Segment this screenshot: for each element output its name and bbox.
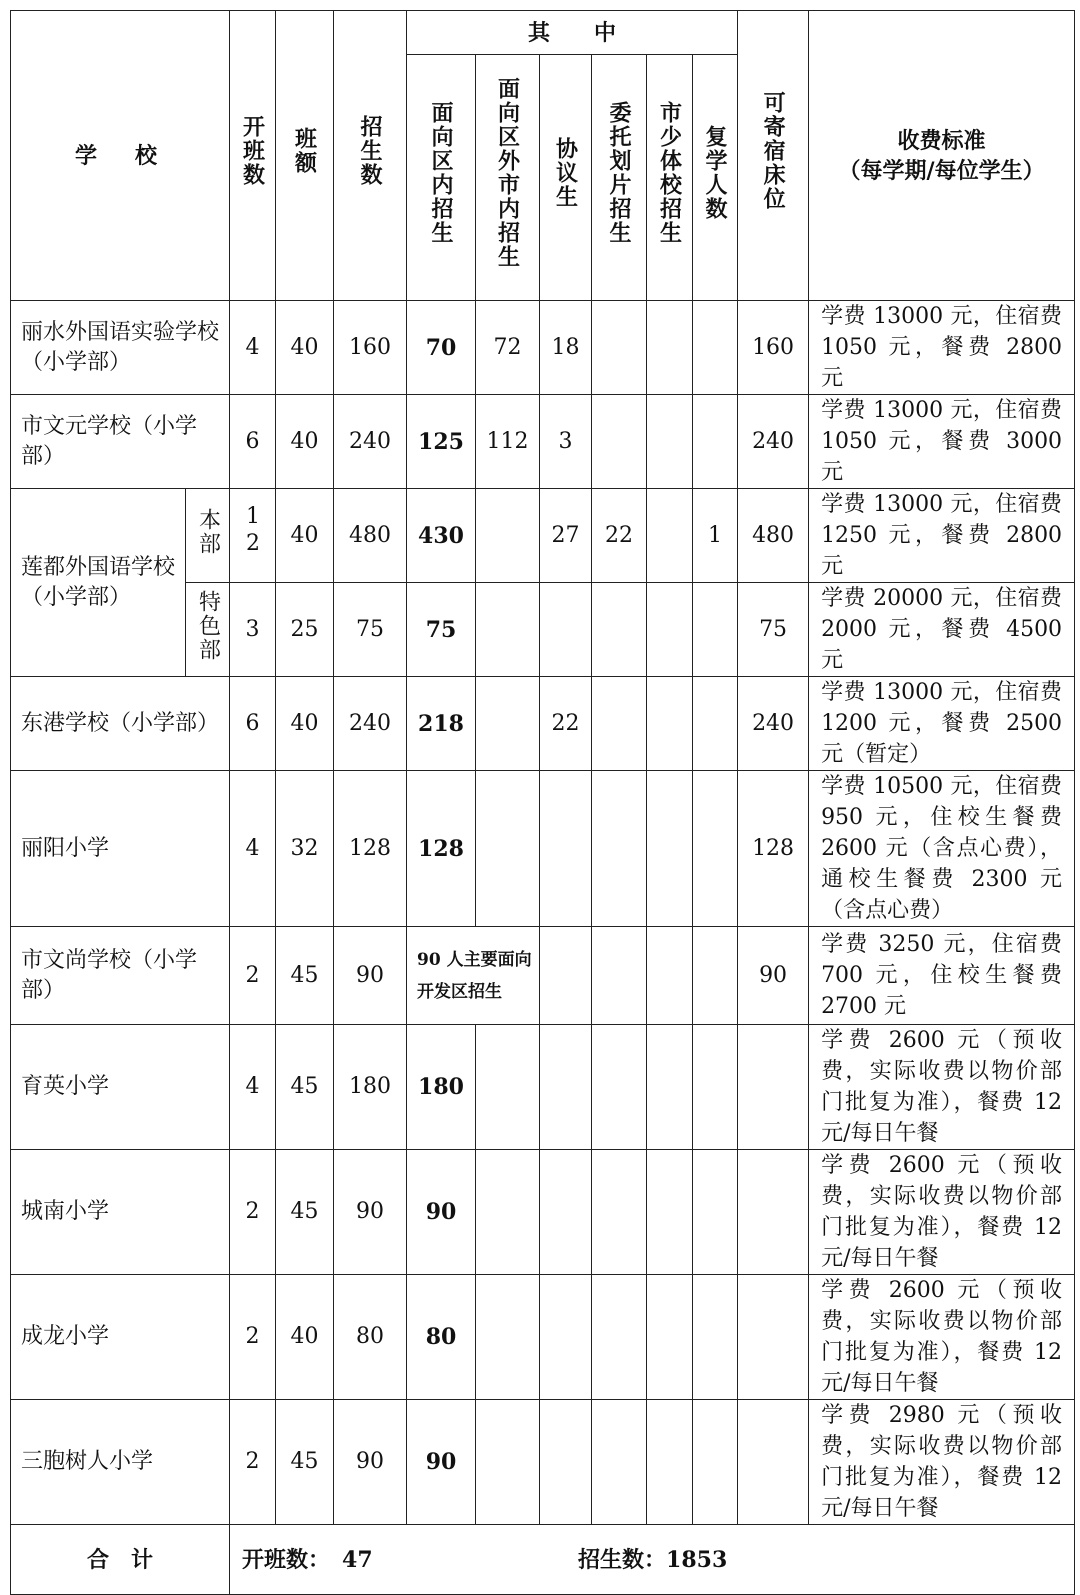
cell-size: 25 bbox=[276, 583, 334, 677]
table-row bbox=[11, 927, 1075, 1025]
table-row bbox=[11, 1275, 1075, 1400]
header-repeat: 复学人数 bbox=[693, 55, 738, 301]
header-beds: 可寄宿床位 bbox=[738, 11, 809, 301]
cell-outside bbox=[476, 1400, 540, 1525]
cell-agreement bbox=[540, 771, 592, 927]
cell-size: 40 bbox=[276, 1275, 334, 1400]
cell-commissioned bbox=[592, 1150, 647, 1275]
cell-agreement bbox=[540, 1400, 592, 1525]
cell-repeat bbox=[693, 771, 738, 927]
table-row bbox=[11, 489, 1075, 583]
cell-repeat bbox=[693, 1025, 738, 1150]
cell-classes: 2 bbox=[230, 1275, 276, 1400]
cell-agreement: 27 bbox=[540, 489, 592, 583]
total-classes-label: 开班数： bbox=[242, 1546, 331, 1573]
header-enrollment: 招生数 bbox=[334, 11, 407, 301]
cell-repeat bbox=[693, 927, 738, 1025]
cell-sports bbox=[647, 927, 693, 1025]
cell-repeat bbox=[693, 301, 738, 395]
cell-classes: 12 bbox=[230, 489, 276, 583]
table-row bbox=[11, 1150, 1075, 1275]
header-fee-sub: （每学期/每位学生） bbox=[838, 157, 1045, 184]
cell-enroll: 240 bbox=[334, 395, 407, 489]
cell-classes: 3 bbox=[230, 583, 276, 677]
cell-classes: 6 bbox=[230, 395, 276, 489]
cell-commissioned bbox=[592, 395, 647, 489]
table-row bbox=[11, 677, 1075, 771]
cell-size: 45 bbox=[276, 927, 334, 1025]
cell-outside bbox=[476, 583, 540, 677]
total-row bbox=[11, 1525, 1075, 1595]
cell-beds: 160 bbox=[738, 301, 809, 395]
cell-agreement: 22 bbox=[540, 677, 592, 771]
cell-agreement bbox=[540, 583, 592, 677]
header-outside: 面向区外市内招生 bbox=[476, 55, 540, 301]
cell-repeat bbox=[693, 1400, 738, 1525]
cell-commissioned bbox=[592, 927, 647, 1025]
cell-agreement bbox=[540, 1275, 592, 1400]
cell-sports bbox=[647, 677, 693, 771]
cell-fee: 学费 3250 元，住宿费700 元，住校生餐费2700 元 bbox=[809, 927, 1075, 1025]
cell-commissioned bbox=[592, 677, 647, 771]
cell-local: 218 bbox=[407, 677, 476, 771]
cell-enroll: 128 bbox=[334, 771, 407, 927]
cell-local: 128 bbox=[407, 771, 476, 927]
cell-repeat bbox=[693, 1150, 738, 1275]
cell-enroll: 90 bbox=[334, 1150, 407, 1275]
cell-classes: 4 bbox=[230, 301, 276, 395]
cell-enroll: 90 bbox=[334, 927, 407, 1025]
cell-local: 125 bbox=[407, 395, 476, 489]
cell-outside bbox=[476, 489, 540, 583]
school-name: 三胞树人小学 bbox=[11, 1400, 230, 1525]
cell-size: 40 bbox=[276, 489, 334, 583]
table-row bbox=[11, 771, 1075, 927]
cell-size: 45 bbox=[276, 1400, 334, 1525]
total-enroll-value: 1853 bbox=[666, 1546, 728, 1573]
header-agreement: 协议生 bbox=[540, 55, 592, 301]
cell-size: 40 bbox=[276, 395, 334, 489]
cell-agreement: 18 bbox=[540, 301, 592, 395]
cell-beds bbox=[738, 1025, 809, 1150]
school-name: 育英小学 bbox=[11, 1025, 230, 1150]
cell-outside bbox=[476, 677, 540, 771]
cell-beds: 90 bbox=[738, 927, 809, 1025]
school-name: 丽阳小学 bbox=[11, 771, 230, 927]
school-name: 丽水外国语实验学校（小学部） bbox=[11, 301, 230, 395]
cell-commissioned bbox=[592, 1025, 647, 1150]
cell-beds bbox=[738, 1275, 809, 1400]
cell-classes: 4 bbox=[230, 771, 276, 927]
school-name: 东港学校（小学部） bbox=[11, 677, 230, 771]
cell-enroll: 480 bbox=[334, 489, 407, 583]
cell-sports bbox=[647, 583, 693, 677]
total-label: 合 计 bbox=[11, 1525, 230, 1595]
cell-beds: 128 bbox=[738, 771, 809, 927]
cell-beds bbox=[738, 1400, 809, 1525]
header-sports: 市少体校招生 bbox=[647, 55, 693, 301]
cell-agreement bbox=[540, 927, 592, 1025]
cell-fee: 学费 10500 元，住宿费950 元，住校生餐费2600 元（含点心费），通校生餐费 2300 元（含点心费） bbox=[809, 771, 1075, 927]
cell-enroll: 90 bbox=[334, 1400, 407, 1525]
cell-fee: 学费 13000 元，住宿费1050 元，餐费 3000 元 bbox=[809, 395, 1075, 489]
cell-commissioned bbox=[592, 771, 647, 927]
cell-beds bbox=[738, 1150, 809, 1275]
cell-sports bbox=[647, 301, 693, 395]
header-classes: 开班数 bbox=[230, 11, 276, 301]
cell-size: 40 bbox=[276, 677, 334, 771]
cell-enroll: 240 bbox=[334, 677, 407, 771]
cell-beds: 240 bbox=[738, 395, 809, 489]
table-row bbox=[11, 1025, 1075, 1150]
cell-sports bbox=[647, 489, 693, 583]
school-name: 市文元学校（小学部） bbox=[11, 395, 230, 489]
cell-size: 32 bbox=[276, 771, 334, 927]
cell-enroll: 180 bbox=[334, 1025, 407, 1150]
cell-outside: 72 bbox=[476, 301, 540, 395]
header-local: 面向区内招生 bbox=[407, 55, 476, 301]
cell-classes: 4 bbox=[230, 1025, 276, 1150]
division-label: 本部 bbox=[186, 489, 230, 583]
cell-agreement bbox=[540, 1025, 592, 1150]
cell-outside bbox=[476, 771, 540, 927]
enrollment-table bbox=[10, 10, 1075, 1595]
cell-local-note: 90 人主要面向开发区招生 bbox=[407, 927, 540, 1025]
cell-agreement bbox=[540, 1150, 592, 1275]
cell-classes: 2 bbox=[230, 927, 276, 1025]
cell-sports bbox=[647, 1275, 693, 1400]
total-classes-value: 47 bbox=[342, 1546, 373, 1573]
cell-classes: 2 bbox=[230, 1150, 276, 1275]
cell-fee: 学费 2980 元（预收费，实际收费以物价部门批复为准），餐费 12元/每日午餐 bbox=[809, 1400, 1075, 1525]
cell-repeat: 1 bbox=[693, 489, 738, 583]
cell-local: 75 bbox=[407, 583, 476, 677]
cell-classes: 6 bbox=[230, 677, 276, 771]
cell-commissioned: 22 bbox=[592, 489, 647, 583]
header-commissioned: 委托划片招生 bbox=[592, 55, 647, 301]
cell-fee: 学费 2600 元（预收费，实际收费以物价部门批复为准），餐费 12元/每日午餐 bbox=[809, 1150, 1075, 1275]
cell-enroll: 80 bbox=[334, 1275, 407, 1400]
cell-outside bbox=[476, 1150, 540, 1275]
cell-commissioned bbox=[592, 301, 647, 395]
cell-local: 70 bbox=[407, 301, 476, 395]
cell-classes: 2 bbox=[230, 1400, 276, 1525]
cell-outside bbox=[476, 1025, 540, 1150]
cell-fee: 学费 20000 元，住宿费2000 元，餐费 4500 元 bbox=[809, 583, 1075, 677]
cell-local: 430 bbox=[407, 489, 476, 583]
school-name: 成龙小学 bbox=[11, 1275, 230, 1400]
division-label: 特色部 bbox=[186, 583, 230, 677]
cell-sports bbox=[647, 1150, 693, 1275]
cell-repeat bbox=[693, 395, 738, 489]
school-name: 市文尚学校（小学部） bbox=[11, 927, 230, 1025]
cell-sports bbox=[647, 1400, 693, 1525]
cell-local: 90 bbox=[407, 1400, 476, 1525]
cell-repeat bbox=[693, 583, 738, 677]
cell-commissioned bbox=[592, 583, 647, 677]
cell-fee: 学费 13000 元，住宿费1200 元，餐费 2500 元（暂定） bbox=[809, 677, 1075, 771]
header-class-size: 班额 bbox=[276, 11, 334, 301]
cell-fee: 学费 2600 元（预收费，实际收费以物价部门批复为准），餐费 12元/每日午餐 bbox=[809, 1025, 1075, 1150]
header-fee-title: 收费标准 bbox=[897, 127, 986, 154]
cell-enroll: 160 bbox=[334, 301, 407, 395]
cell-size: 40 bbox=[276, 301, 334, 395]
cell-commissioned bbox=[592, 1400, 647, 1525]
cell-beds: 240 bbox=[738, 677, 809, 771]
cell-beds: 480 bbox=[738, 489, 809, 583]
cell-fee: 学费 2600 元（预收费，实际收费以物价部门批复为准），餐费 12元/每日午餐 bbox=[809, 1275, 1075, 1400]
cell-repeat bbox=[693, 677, 738, 771]
cell-local: 90 bbox=[407, 1150, 476, 1275]
table-row bbox=[11, 301, 1075, 395]
header-among: 其 中 bbox=[407, 11, 738, 55]
header-school: 学 校 bbox=[11, 11, 230, 301]
cell-outside bbox=[476, 1275, 540, 1400]
school-name: 城南小学 bbox=[11, 1150, 230, 1275]
total-summary bbox=[230, 1525, 1075, 1595]
cell-fee: 学费 13000 元，住宿费1050 元，餐费 2800 元 bbox=[809, 301, 1075, 395]
cell-sports bbox=[647, 395, 693, 489]
cell-commissioned bbox=[592, 1275, 647, 1400]
cell-repeat bbox=[693, 1275, 738, 1400]
school-name: 莲都外国语学校（小学部） bbox=[11, 489, 186, 677]
cell-enroll: 75 bbox=[334, 583, 407, 677]
cell-local: 180 bbox=[407, 1025, 476, 1150]
cell-agreement: 3 bbox=[540, 395, 592, 489]
cell-size: 45 bbox=[276, 1150, 334, 1275]
cell-beds: 75 bbox=[738, 583, 809, 677]
cell-local: 80 bbox=[407, 1275, 476, 1400]
cell-fee: 学费 13000 元，住宿费1250 元，餐费 2800 元 bbox=[809, 489, 1075, 583]
table-row bbox=[11, 395, 1075, 489]
cell-sports bbox=[647, 771, 693, 927]
total-enroll-label: 招生数： bbox=[578, 1546, 667, 1573]
cell-outside: 112 bbox=[476, 395, 540, 489]
cell-size: 45 bbox=[276, 1025, 334, 1150]
table-row bbox=[11, 1400, 1075, 1525]
cell-sports bbox=[647, 1025, 693, 1150]
header-fee bbox=[809, 11, 1075, 301]
